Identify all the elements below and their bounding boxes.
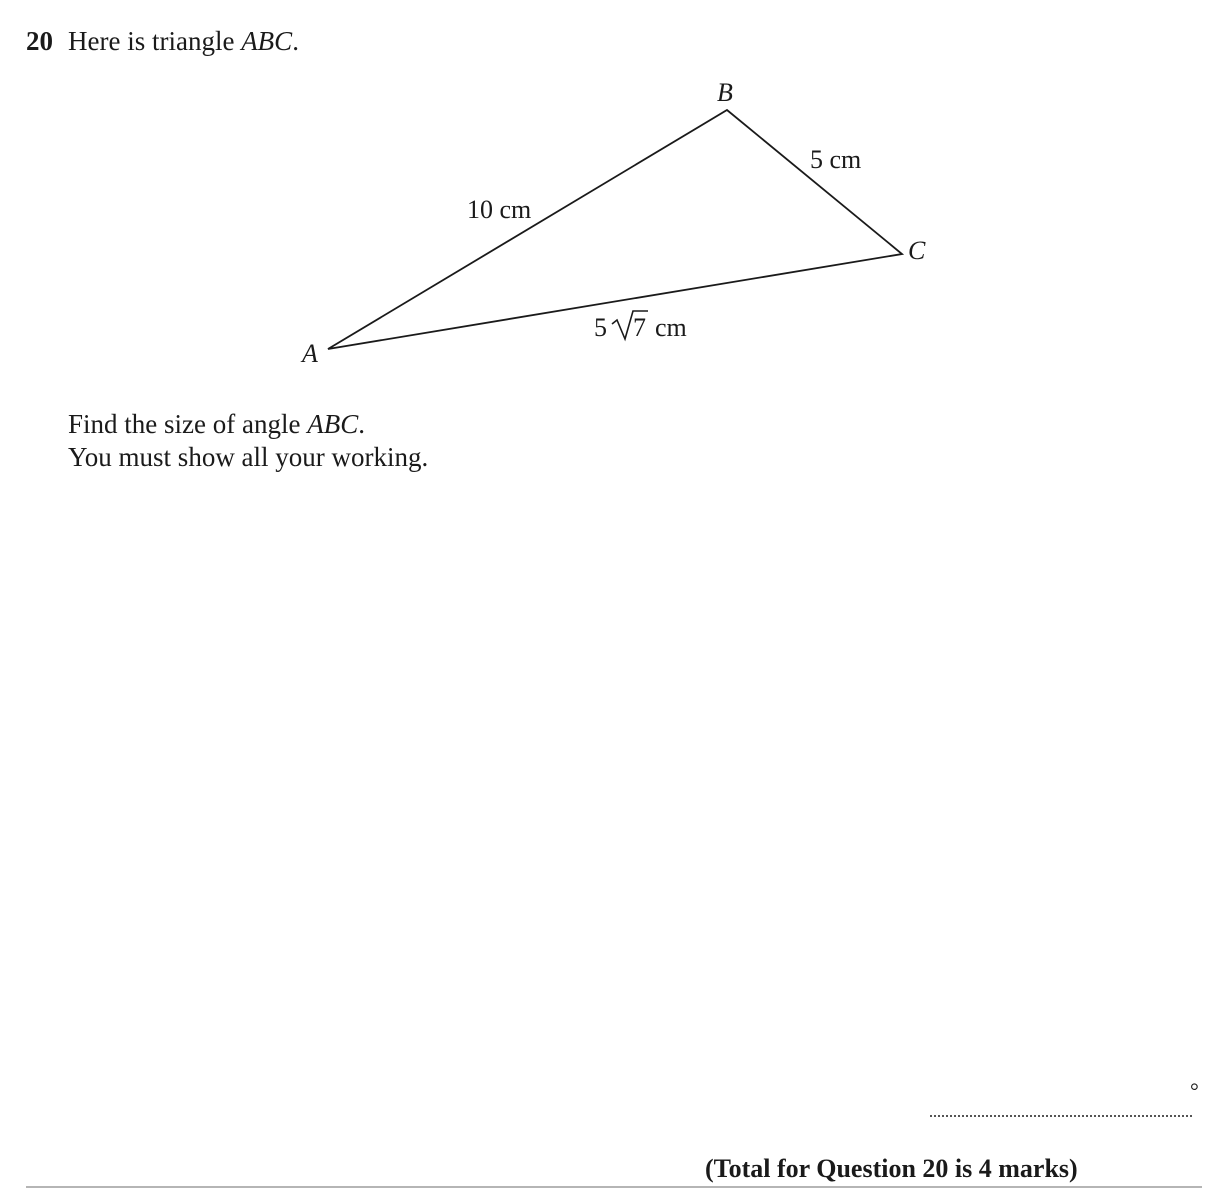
- side-label-ac-radicand: 7: [633, 313, 646, 342]
- instruction-text: Find the size of angle: [68, 409, 308, 439]
- instruction-end: .: [358, 409, 365, 439]
- side-label-ac: [594, 311, 687, 342]
- question-number: 20: [26, 26, 53, 56]
- vertex-label-a: A: [302, 339, 318, 368]
- vertex-label-c: C: [908, 236, 926, 265]
- vertex-label-b: B: [717, 78, 733, 107]
- total-marks: (Total for Question 20 is 4 marks): [705, 1154, 1078, 1183]
- intro-triangle-name: ABC: [241, 26, 293, 56]
- instructions: [68, 408, 428, 474]
- intro-end: .: [292, 26, 299, 56]
- triangle-diagram: [0, 0, 1214, 400]
- instruction-angle-name: ABC: [307, 409, 359, 439]
- side-label-ac-unit: cm: [655, 313, 687, 342]
- instruction-line-2: You must show all your working.: [68, 442, 429, 472]
- intro-text: Here is triangle: [68, 26, 242, 56]
- degree-symbol: °: [1190, 1078, 1199, 1103]
- side-label-bc: 5 cm: [810, 145, 862, 174]
- side-label-ac-coefficient: 5: [594, 313, 607, 342]
- side-label-ab: 10 cm: [467, 195, 532, 224]
- answer-line[interactable]: [930, 1115, 1192, 1117]
- instruction-line-1: [68, 408, 428, 441]
